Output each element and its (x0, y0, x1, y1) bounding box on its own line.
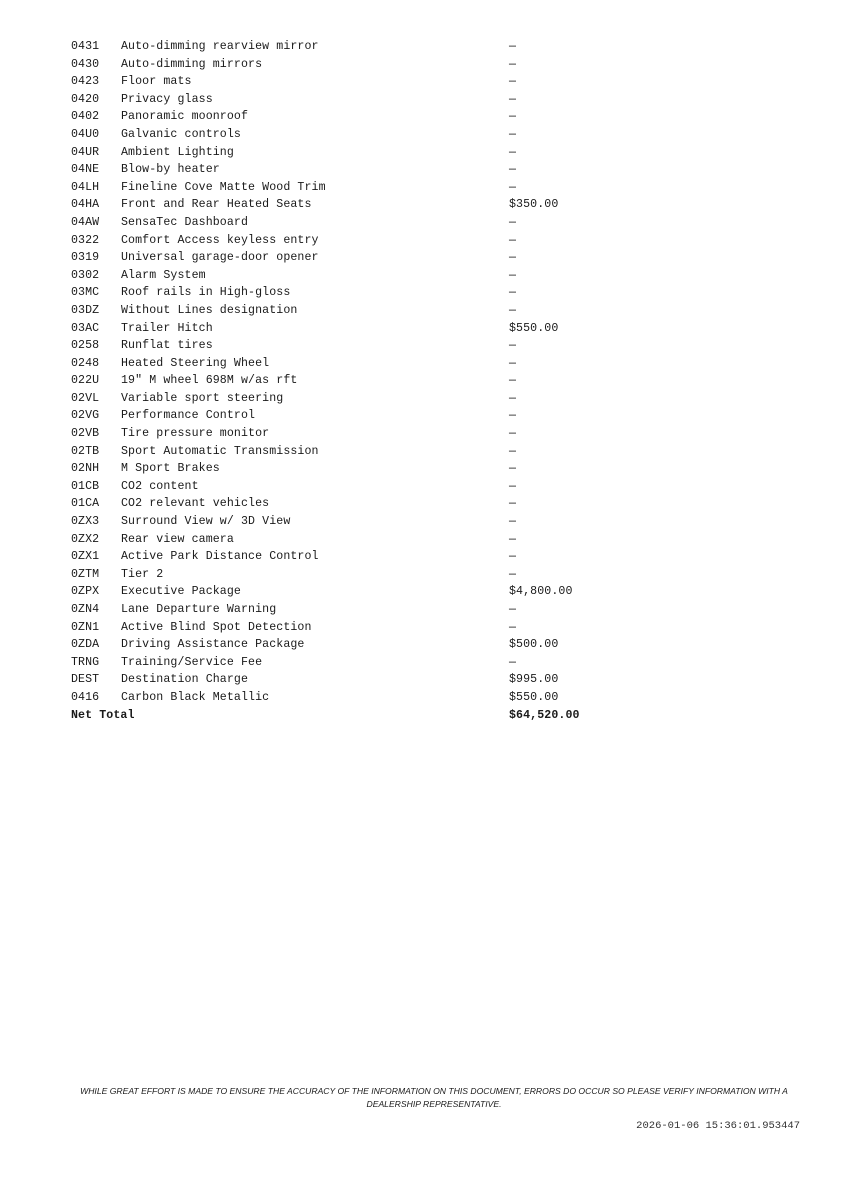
option-code: 04UR (71, 145, 100, 159)
option-price: $500.00 (509, 638, 559, 652)
option-row (71, 689, 671, 707)
option-row (71, 337, 671, 355)
option-code: 04U0 (71, 127, 100, 141)
option-row (71, 179, 671, 197)
option-price: — (509, 427, 517, 441)
option-description: Lane Departure Warning (121, 603, 277, 616)
option-row (71, 56, 671, 74)
option-description: Active Park Distance Control (121, 550, 319, 564)
option-description: Performance Control (121, 409, 256, 423)
option-description: Carbon Black Metallic (121, 690, 270, 704)
option-description: Surround View w/ 3D View (121, 515, 291, 529)
option-code: 02VG (71, 409, 100, 423)
option-row (71, 531, 671, 549)
option-description: Rear view camera (121, 532, 234, 546)
option-price: — (509, 515, 517, 529)
option-row (71, 284, 671, 302)
option-description: M Sport Brakes (121, 462, 220, 476)
option-code: 02VB (71, 427, 100, 441)
option-description: Blow-by heater (121, 163, 220, 177)
option-row (71, 619, 671, 637)
option-price: $995.00 (509, 673, 559, 687)
option-row (71, 654, 671, 672)
option-price: — (509, 75, 517, 89)
option-price: — (509, 462, 517, 476)
option-price: — (509, 339, 517, 353)
option-price: — (509, 444, 517, 458)
option-price: — (509, 286, 517, 300)
option-code: 0430 (71, 57, 100, 71)
option-price: — (509, 251, 517, 265)
option-price: $550.00 (509, 690, 559, 704)
option-price: — (509, 567, 517, 581)
options-list (71, 38, 671, 707)
option-code: 0402 (71, 110, 100, 124)
option-price: $4,800.00 (509, 585, 573, 599)
option-code: 0ZN1 (71, 620, 100, 634)
option-price: — (509, 180, 517, 194)
option-code: 04NE (71, 163, 100, 177)
option-code: 02NH (71, 462, 100, 476)
option-description: Without Lines designation (121, 303, 298, 317)
option-price: — (509, 268, 517, 282)
option-row (71, 108, 671, 126)
option-row (71, 302, 671, 320)
option-description: Comfort Access keyless entry (121, 233, 319, 247)
option-price: — (509, 356, 517, 370)
option-code: 04LH (71, 180, 100, 194)
option-price: — (509, 532, 517, 546)
option-description: Executive Package (121, 585, 241, 599)
option-row (71, 636, 671, 654)
option-description: Variable sport steering (121, 391, 284, 405)
option-price: — (509, 127, 517, 141)
option-row (71, 671, 671, 689)
option-row (71, 91, 671, 109)
option-code: 02VL (71, 391, 100, 405)
option-code: 0423 (71, 75, 100, 89)
option-row (71, 548, 671, 566)
option-price: — (509, 620, 517, 634)
option-description: Galvanic controls (121, 127, 241, 141)
options-table (71, 38, 671, 724)
option-description: Trailer Hitch (121, 321, 213, 335)
option-code: 01CB (71, 479, 100, 493)
option-code: 0ZTM (71, 567, 100, 581)
option-code: 0ZX3 (71, 515, 100, 529)
option-row (71, 232, 671, 250)
print-timestamp: 2026-01-06 15:36:01.953447 (636, 1120, 800, 1132)
option-description: Floor mats (121, 75, 192, 89)
option-code: 0ZPX (71, 585, 100, 599)
option-description: Destination Charge (121, 673, 249, 687)
option-code: 03DZ (71, 303, 100, 317)
option-price: — (509, 303, 517, 317)
option-row (71, 372, 671, 390)
disclaimer-text: WHILE GREAT EFFORT IS MADE TO ENSURE THE ACCURACY OF THE INFORMATION ON THIS DOCUMENT, ERRORS DO OCCUR SO PLEASE VERIFY INFORMATION WITH A DEALERSHIP REPRESENTATIVE. (80, 1086, 788, 1109)
option-code: 0258 (71, 339, 100, 353)
option-description: Heated Steering Wheel (121, 356, 270, 370)
option-price: — (509, 391, 517, 405)
option-row (71, 495, 671, 513)
option-description: Roof rails in High-gloss (121, 286, 291, 300)
option-price: — (509, 374, 517, 388)
option-row (71, 267, 671, 285)
option-row (71, 566, 671, 584)
option-row (71, 460, 671, 478)
option-description: Training/Service Fee (121, 655, 263, 669)
option-price: — (509, 215, 517, 229)
option-row (71, 601, 671, 619)
option-row (71, 161, 671, 179)
option-price: — (509, 479, 517, 493)
option-code: 0319 (71, 251, 100, 265)
option-description: Sport Automatic Transmission (121, 444, 319, 458)
option-row (71, 390, 671, 408)
option-description: Alarm System (121, 268, 206, 282)
option-code: 0420 (71, 92, 100, 106)
option-price: — (509, 603, 517, 616)
option-code: 0431 (71, 40, 100, 53)
option-description: CO2 content (121, 479, 199, 493)
option-row (71, 407, 671, 425)
option-code: TRNG (71, 655, 100, 669)
option-price: — (509, 497, 517, 511)
option-description: Front and Rear Heated Seats (121, 198, 312, 212)
option-price: — (509, 233, 517, 247)
option-description: Panoramic moonroof (121, 110, 249, 124)
option-description: Tire pressure monitor (121, 427, 270, 441)
option-code: 03MC (71, 286, 100, 300)
option-price: — (509, 110, 517, 124)
option-code: 04HA (71, 198, 100, 212)
option-description: Universal garage-door opener (121, 251, 319, 265)
option-code: 022U (71, 374, 100, 388)
option-description: Active Blind Spot Detection (121, 620, 312, 634)
option-row (71, 38, 671, 56)
option-price: — (509, 655, 517, 669)
option-description: Auto-dimming mirrors (121, 57, 263, 71)
option-row (71, 73, 671, 91)
option-description: Runflat tires (121, 339, 213, 353)
option-price: $350.00 (509, 198, 559, 212)
option-description: Tier 2 (121, 567, 164, 581)
option-price: — (509, 40, 517, 53)
option-row (71, 214, 671, 232)
net-total-row (71, 707, 671, 725)
option-row (71, 320, 671, 338)
option-price: $550.00 (509, 321, 559, 335)
option-row (71, 443, 671, 461)
option-description: Fineline Cove Matte Wood Trim (121, 180, 326, 194)
net-total-label: Net Total (71, 708, 135, 722)
option-description: 19" M wheel 698M w/as rft (121, 374, 298, 388)
option-code: 0322 (71, 233, 100, 247)
option-description: Driving Assistance Package (121, 638, 305, 652)
option-row (71, 144, 671, 162)
option-code: DEST (71, 673, 100, 687)
option-row (71, 425, 671, 443)
option-code: 0ZN4 (71, 603, 100, 616)
option-price: — (509, 550, 517, 564)
option-code: 0ZX1 (71, 550, 100, 564)
option-code: 0416 (71, 690, 100, 704)
option-price: — (509, 57, 517, 71)
option-code: 01CA (71, 497, 100, 511)
option-description: Ambient Lighting (121, 145, 234, 159)
option-row (71, 126, 671, 144)
option-description: SensaTec Dashboard (121, 215, 249, 229)
option-code: 0302 (71, 268, 100, 282)
option-code: 03AC (71, 321, 100, 335)
option-row (71, 355, 671, 373)
option-code: 0ZX2 (71, 532, 100, 546)
option-row (71, 196, 671, 214)
option-price: — (509, 163, 517, 177)
option-row (71, 513, 671, 531)
option-code: 04AW (71, 215, 100, 229)
option-description: CO2 relevant vehicles (121, 497, 270, 511)
option-code: 02TB (71, 444, 100, 458)
option-row (71, 583, 671, 601)
option-code: 0ZDA (71, 638, 100, 652)
option-price: — (509, 92, 517, 106)
option-description: Auto-dimming rearview mirror (121, 40, 319, 53)
option-price: — (509, 145, 517, 159)
option-row (71, 249, 671, 267)
option-description: Privacy glass (121, 92, 213, 106)
option-code: 0248 (71, 356, 100, 370)
net-total-value: $64,520.00 (509, 708, 580, 722)
option-row (71, 478, 671, 496)
option-price: — (509, 409, 517, 423)
